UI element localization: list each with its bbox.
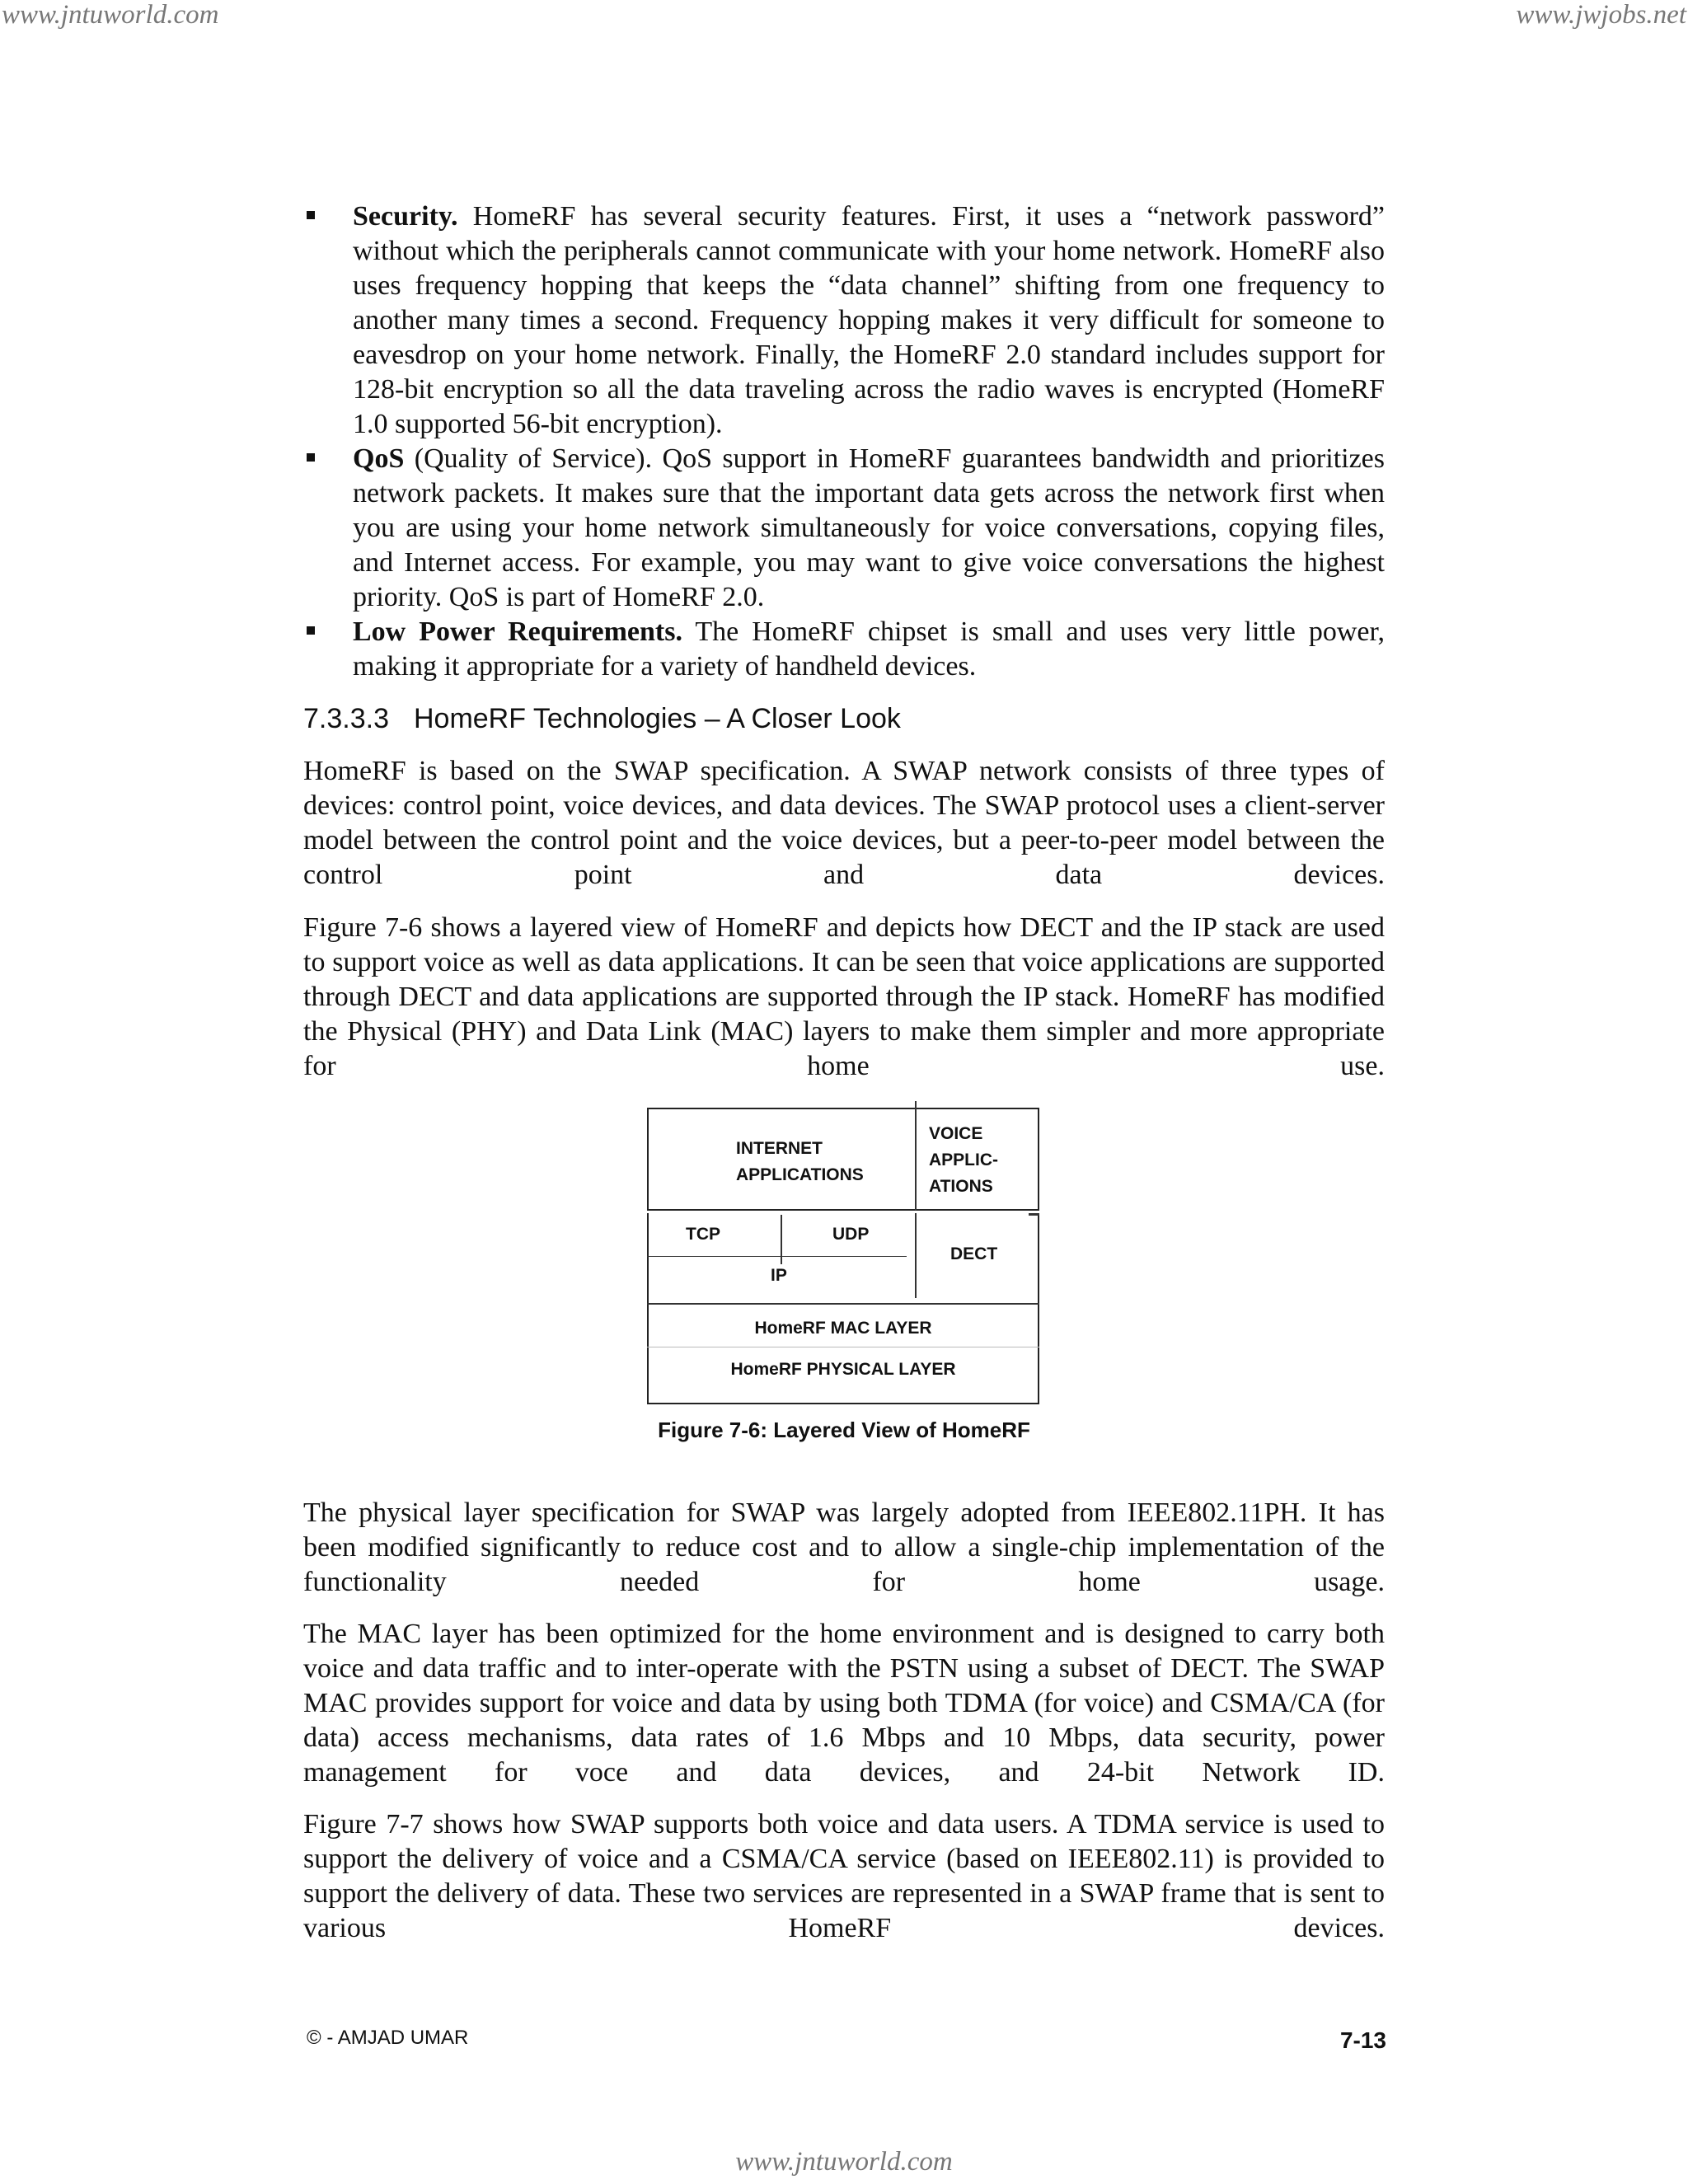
dect-divider [915,1213,917,1298]
figure-caption: Figure 7-6: Layered View of HomeRF [658,1418,1030,1442]
phy-layer-label: HomeRF PHYSICAL LAYER [730,1360,956,1379]
watermark-top-right: www.jwjobs.net [1516,0,1686,30]
tcp-label: TCP [686,1225,720,1244]
paragraph-layered-view: Figure 7-6 shows a layered view of HomeRF and depicts how DECT and the IP stack are used to support voice as well as data applications. It can be seen that voice applications are supported through DECT and data applications are supported through the IP stack. HomeRF has modified the Physical (PHY) and Data Link (MAC) layers to make them simpler and more appropriate for home use. [303,912,1385,1081]
ations-label: ATIONS [929,1177,993,1196]
bullet-icon [307,211,315,219]
list-item: Low Power Requirements. The HomeRF chipset is small and uses very little power, making it appropriate for a variety of handheld devices. [303,615,1385,684]
voice-divider [915,1101,917,1211]
internet-label: INTERNET [736,1139,823,1158]
feature-list [303,199,1385,684]
watermark-top-left: www.jntuworld.com [2,0,219,30]
udp-label: UDP [832,1225,870,1244]
list-item: Security. HomeRF has several security features. First, it uses a “network password” without which the peripherals cannot communicate with your home network. HomeRF also uses frequency hopping that keeps the “data channel” shifting from one frequency to another many times a second. Frequency hopping makes it very difficult for someone to eavesdrop on your home network. Finally, the HomeRF 2.0 standard includes support for 128-bit encryption so all the data traveling across the radio waves is encrypted (HomeRF 1.0 supported 56-bit encryption). [303,199,1385,442]
paragraph-swap-overview: HomeRF is based on the SWAP specification. A SWAP network consists of three types of devices: control point, voice devices, and data devices. The SWAP protocol uses a client-server model between the control point and the voice devices, but a peer-to-peer model between the control point and data devices. [303,756,1385,890]
watermark-bottom: www.jntuworld.com [735,2147,953,2177]
copyright: © - AMJAD UMAR [307,2027,469,2049]
figure-homerf-layers [647,1108,1039,1404]
voice-label: VOICE [929,1124,983,1143]
bullet-icon [307,453,315,462]
paragraph-mac-layer: The MAC layer has been optimized for the home environment and is designed to carry both voice and data traffic and to inter-operate with the PSTN using a subset of DECT. The SWAP MAC provides support for voice and data by using both TDMA (for voice) and CSMA/CA (for data) access mechanisms, data rates of 1.6 Mbps and 10 Mbps, data security, power management for voce and data devices, and 24-bit Network ID. [303,1619,1385,1788]
paragraph-swap-frame: Figure 7-7 shows how SWAP supports both voice and data users. A TDMA service is used to support the delivery of voice and a CSMA/CA service (based on IEEE802.11) is provided to support the delivery of data. These two services are represented in a SWAP frame that is sent to various HomeRF devices. [303,1809,1385,1943]
bullet-icon [307,626,315,635]
applications-label: APPLICATIONS [736,1165,864,1184]
mac-layer-label: HomeRF MAC LAYER [754,1319,932,1338]
section-heading: 7.3.3.3 HomeRF Technologies – A Closer Look [303,703,901,734]
ip-divider [647,1256,907,1257]
list-item: QoS (Quality of Service). QoS support in HomeRF guarantees bandwidth and prioritizes network packets. It makes sure that the important data gets across the network first when you are using your home network simultaneously for voice conversations, copying files, and Internet access. For example, you may want to give voice conversations the highest priority. QoS is part of HomeRF 2.0. [303,442,1385,615]
paragraph-physical-layer: The physical layer specification for SWAP was largely adopted from IEEE802.11PH. It has been modified significantly to reduce cost and to allow a single-chip implementation of the functionality needed for home usage. [303,1497,1385,1597]
ip-label: IP [771,1266,787,1285]
page-number: 7-13 [1339,2027,1386,2053]
dect-label: DECT [950,1244,998,1263]
tcp-udp-divider [781,1215,782,1264]
mac-top-border [647,1303,1039,1305]
applic-label: APPLIC- [929,1151,998,1169]
